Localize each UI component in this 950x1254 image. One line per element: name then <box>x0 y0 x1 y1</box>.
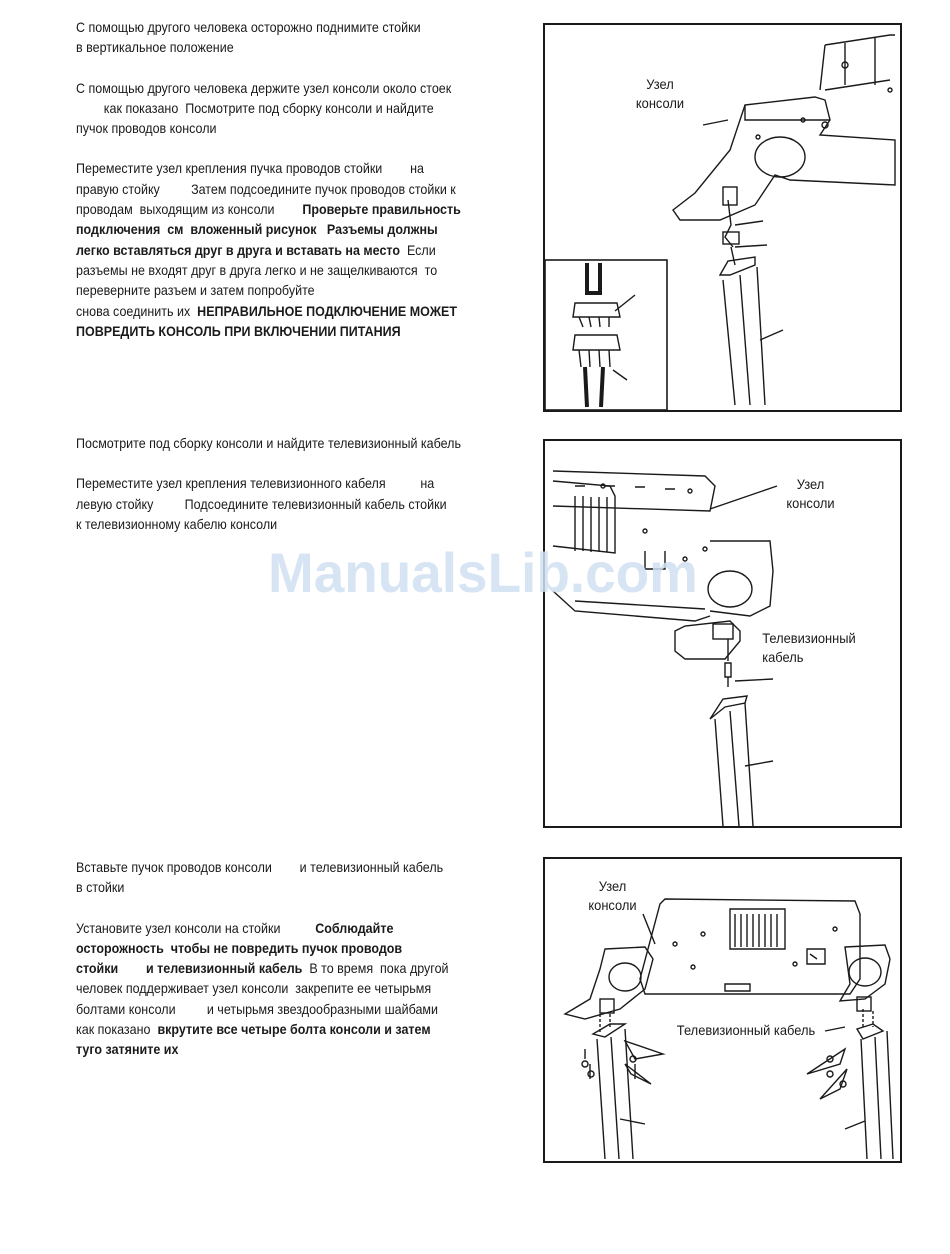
instruction-paragraph <box>76 18 481 59</box>
tv-cable-label: Телевизионный кабель <box>762 630 856 665</box>
instruction-paragraph <box>76 79 481 140</box>
instruction-text: В то время пока другой человек поддерживает узел консоли закрепите ее четырьмя болтами консоли и четырьмя звездообразными шайбами как показано <box>76 961 449 1038</box>
instruction-text: Установите узел консоли на стойки <box>76 920 316 936</box>
instruction-paragraph <box>76 858 481 899</box>
paragraph-gap <box>76 899 481 919</box>
instruction-text: Если разъемы не входят друг в друга легко и не защелкиваются то переверните разъем и затем попробуйте снова соединить их <box>76 242 438 319</box>
step-2-text <box>76 434 481 535</box>
paragraph-gap <box>76 139 481 159</box>
instruction-text: Переместите узел крепления пучка проводов стойки на правую стойку Затем подсоедините пучок проводов стойки к проводам выходящим из консоли <box>76 161 456 218</box>
paragraph-gap <box>76 454 481 474</box>
tv-cable-label: Телевизионный кабель <box>676 1022 816 1038</box>
console-assembly-label: Узел консоли <box>635 76 685 111</box>
figure-console-wiring <box>543 23 902 412</box>
instruction-paragraph <box>76 474 481 535</box>
console-wiring-drawing <box>545 25 900 410</box>
console-assembly-label: Узел консоли <box>786 476 835 511</box>
instruction-text: С помощью другого человека держите узел консоли около стоек как показано Посмотрите под сборку консоли и найдите пучок проводов консоли <box>76 80 452 137</box>
manualslib-watermark: ManualsLib.com <box>268 541 698 604</box>
instruction-paragraph <box>76 159 481 342</box>
emphasis-text: Проверьте правильность подключения см вложенный рисунок Разъемы должны легко вставляться друг в друга и вставать на место <box>76 202 461 258</box>
instruction-paragraph <box>76 434 481 454</box>
emphasis-text: вкрутите все четыре болта консоли и затем туго затяните их <box>76 1022 431 1058</box>
step-1-text <box>76 18 481 342</box>
paragraph-gap <box>76 59 481 79</box>
emphasis-text: Соблюдайте осторожность чтобы не повредить пучок проводов стойки и телевизионный кабель <box>76 920 403 977</box>
instruction-text: С помощью другого человека осторожно поднимите стойки в вертикальное положение <box>76 20 421 56</box>
instruction-text: Переместите узел крепления телевизионного кабеля на левую стойку Подсоедините телевизионный кабель стойки к телевизионному кабелю консоли <box>76 476 447 532</box>
instruction-paragraph <box>76 919 481 1061</box>
console-assembly-label: Узел консоли <box>588 878 637 913</box>
instruction-text: Вставьте пучок проводов консоли и телевизионный кабель в стойки <box>76 860 444 896</box>
instruction-text: Посмотрите под сборку консоли и найдите телевизионный кабель <box>76 436 462 451</box>
figure-console-mounting <box>543 857 902 1163</box>
step-3-text <box>76 858 481 1061</box>
figure-tv-cable <box>543 439 902 828</box>
emphasis-text: НЕПРАВИЛЬНОЕ ПОДКЛЮЧЕНИЕ МОЖЕТ ПОВРЕДИТЬ КОНСОЛЬ ПРИ ВКЛЮЧЕНИИ ПИТАНИЯ <box>76 303 457 339</box>
